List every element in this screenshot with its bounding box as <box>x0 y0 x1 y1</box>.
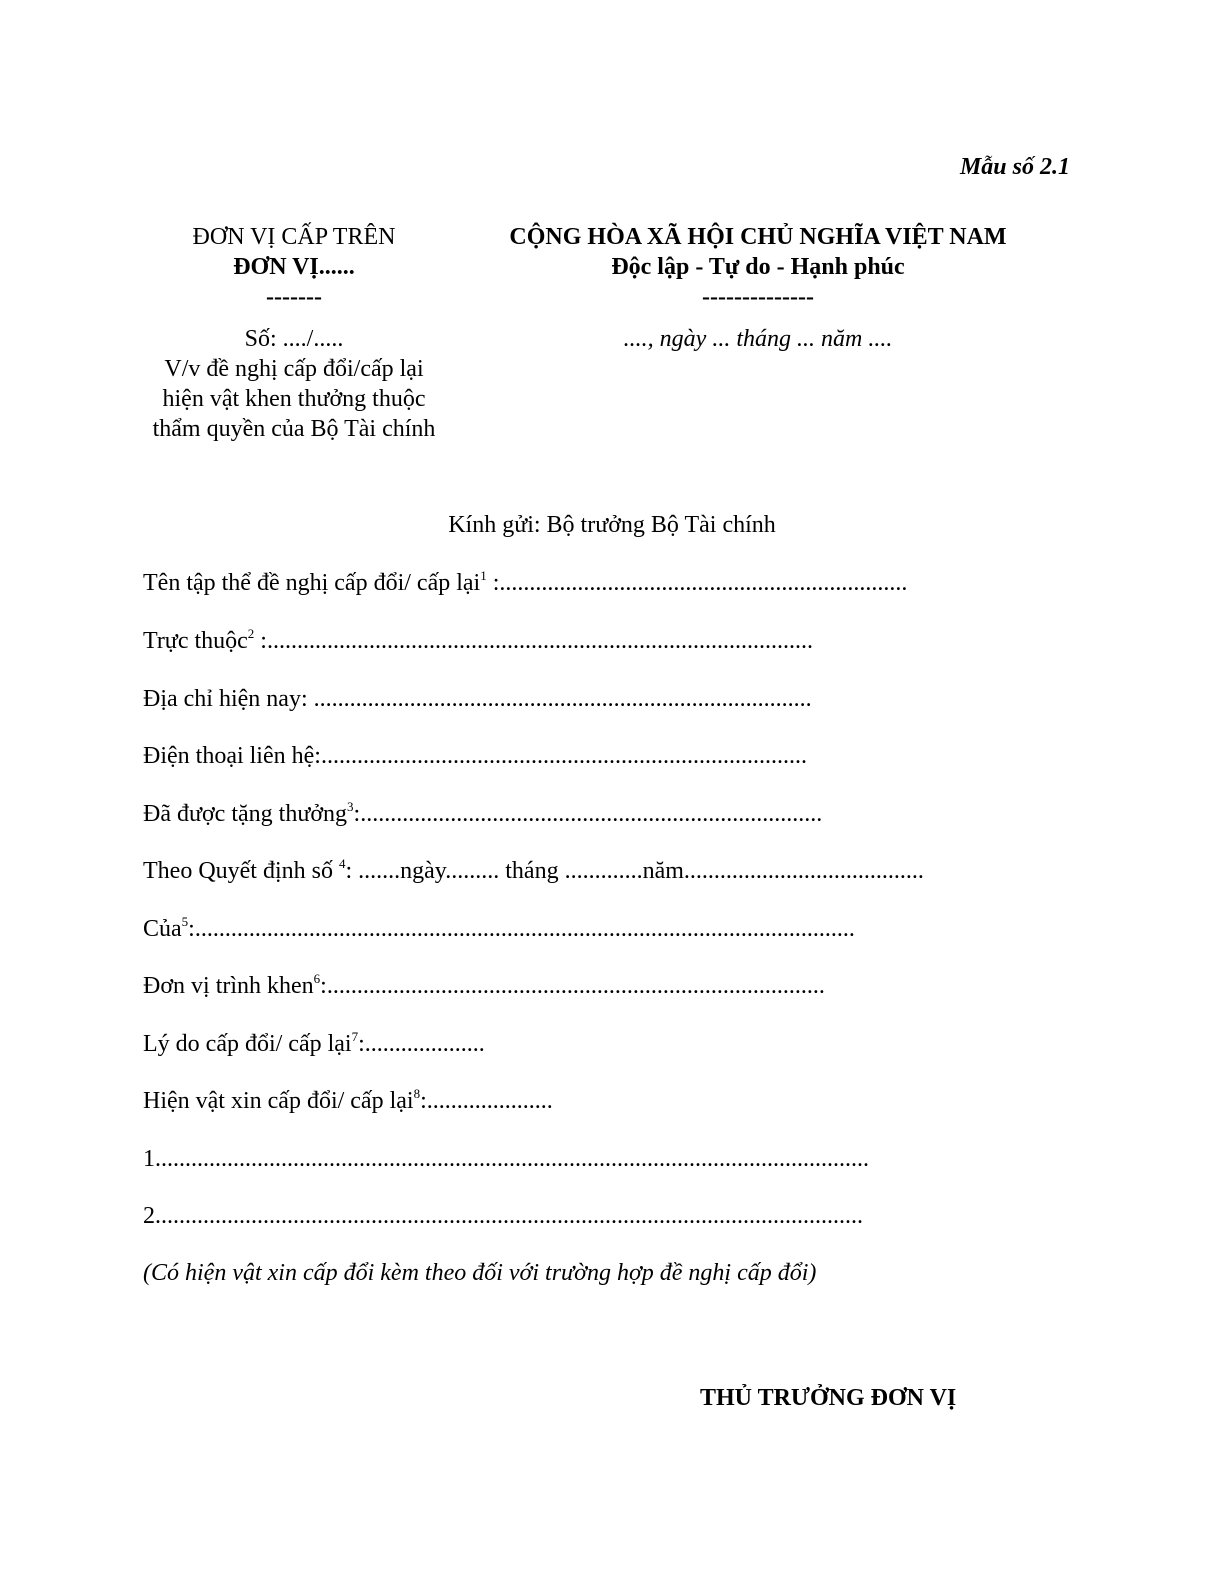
attachment-note: (Có hiện vật xin cấp đổi kèm theo đối với trường hợp đề nghị cấp đổi) <box>143 1260 817 1286</box>
left-separator: ------- <box>266 284 322 310</box>
field-contact-phone: Điện thoại liên hệ:................................................................................. <box>143 743 807 769</box>
left-header <box>138 222 450 444</box>
right-separator: -------------- <box>702 284 814 310</box>
date-line: ...., ngày ... tháng ... năm .... <box>623 326 893 352</box>
country-name: CỘNG HÒA XÃ HỘI CHỦ NGHĨA VIỆT NAM <box>509 224 1007 250</box>
field-nominating-unit: Đơn vị trình khen$^6$:................................................................................... <box>143 971 825 999</box>
subject-line-1: V/v đề nghị cấp đổi/cấp lại <box>164 356 424 382</box>
document-number: Số: ..../..... <box>244 326 344 352</box>
subject-line-2: hiện vật khen thưởng thuộc <box>162 386 426 412</box>
right-header <box>484 222 1032 354</box>
national-motto: Độc lập - Tự do - Hạnh phúc <box>611 254 905 280</box>
field-awarded: Đã được tặng thưởng$^3$:............................................................................. <box>143 799 823 827</box>
form-code: Mẫu số 2.1 <box>959 154 1070 180</box>
field-item-2: 2...................................................................................................................... <box>143 1203 863 1229</box>
field-issued-by: Của$^5$:.............................................................................................................. <box>143 914 855 942</box>
field-collective-name: Tên tập thể đề nghị cấp đổi/ cấp lại$^1$ :.................................................................... <box>143 568 908 596</box>
field-items-requested: Hiện vật xin cấp đổi/ cấp lại$^8$:..................... <box>143 1086 553 1114</box>
unit-name: ĐƠN VỊ...... <box>233 254 355 280</box>
field-reason: Lý do cấp đổi/ cấp lại$^7$:.................... <box>143 1029 485 1057</box>
parent-unit: ĐƠN VỊ CẤP TRÊN <box>192 224 396 250</box>
recipient-line: Kính gửi: Bộ trưởng Bộ Tài chính <box>448 512 776 538</box>
field-current-address: Địa chỉ hiện nay: ................................................................................... <box>143 686 812 712</box>
subject-line-3: thẩm quyền của Bộ Tài chính <box>152 416 436 442</box>
field-item-1: 1....................................................................................................................... <box>143 1146 869 1172</box>
field-decision-number: Theo Quyết định số $^4$: .......ngày......... tháng .............năm........................................ <box>143 856 924 884</box>
signature-title: THỦ TRƯỞNG ĐƠN VỊ <box>700 1385 957 1411</box>
field-affiliated-to: Trực thuộc$^2$ :........................................................................................... <box>143 626 813 654</box>
